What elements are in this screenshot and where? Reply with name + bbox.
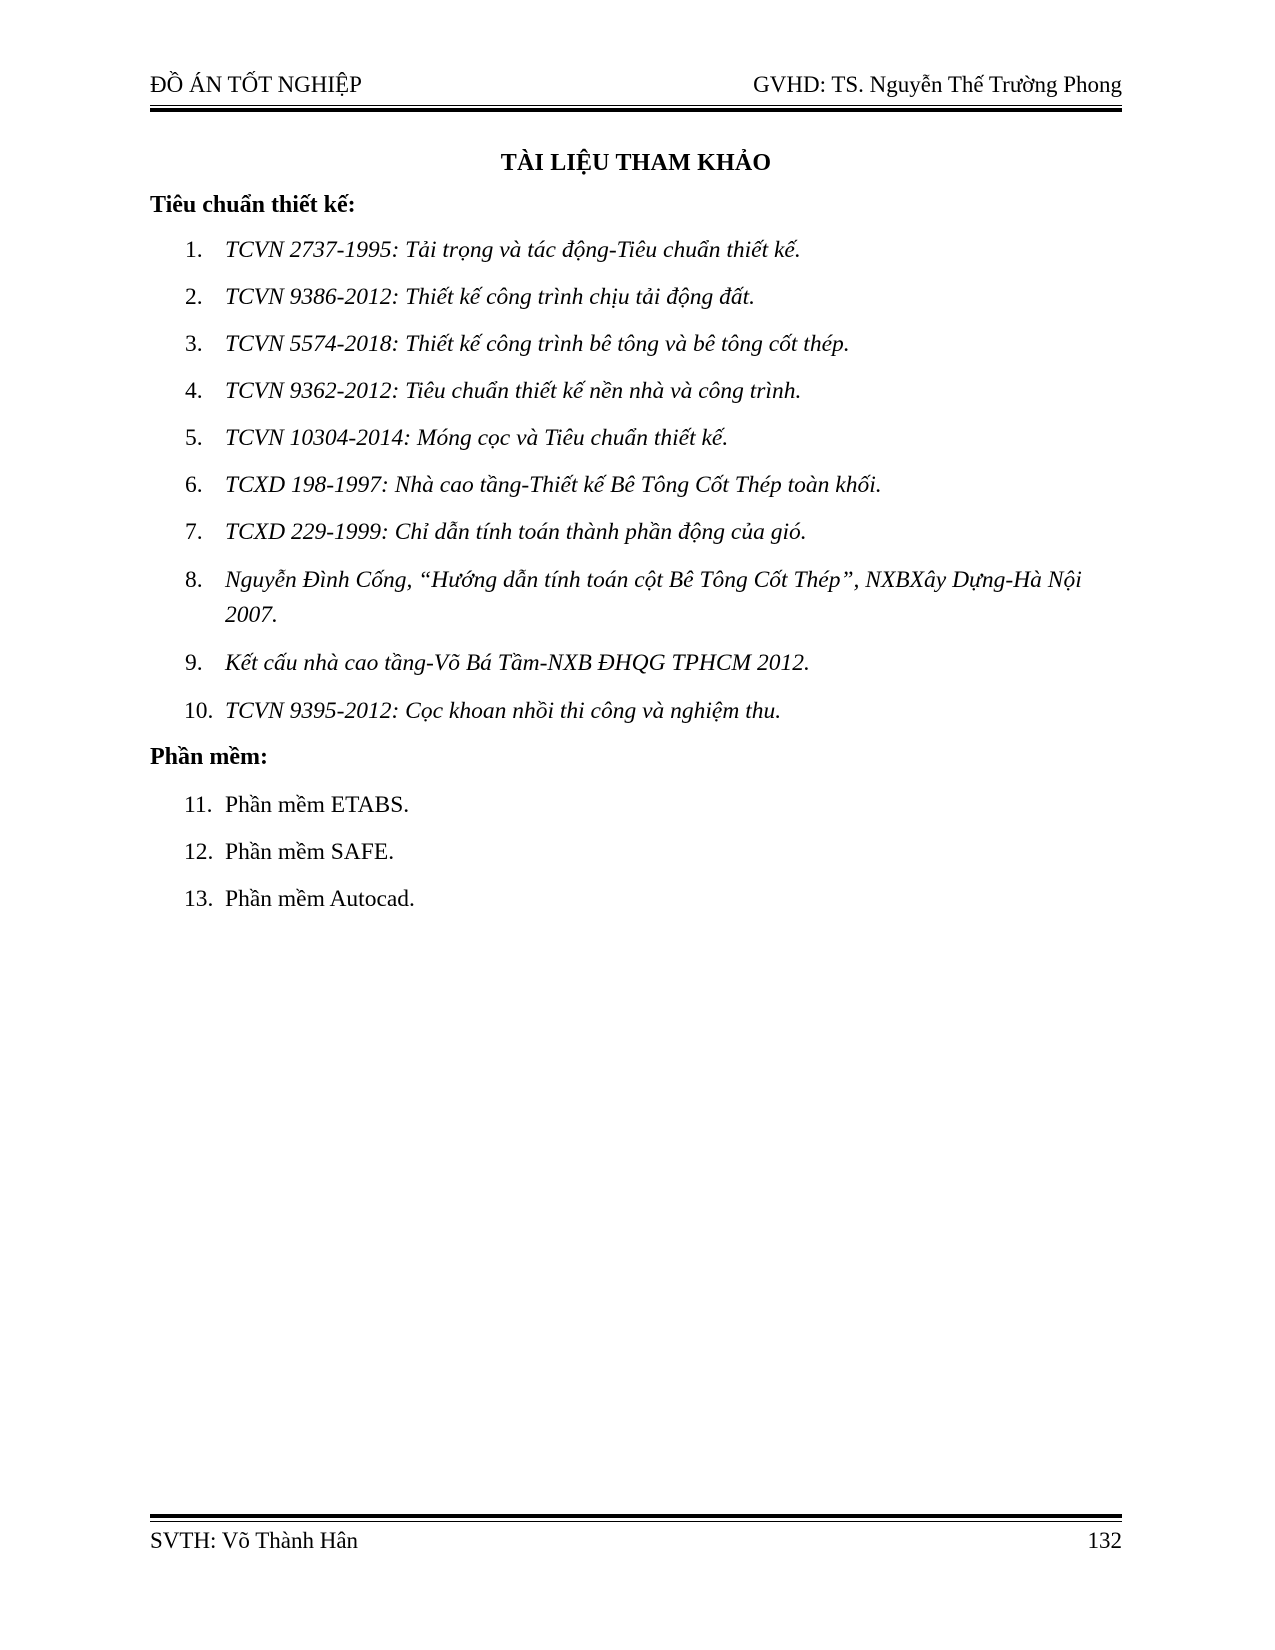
software-item-13 [185,882,1125,917]
header-left-text: ĐỒ ÁN TỐT NGHIỆP [150,72,362,97]
reference-text: TCVN 5574-2018: Thiết kế công trình bê tông và bê tông cốt thép. [225,331,850,357]
reference-number: 1. [185,237,203,263]
footer-rule-thick [150,1514,1122,1518]
standards-heading: Tiêu chuẩn thiết kế: [150,192,356,218]
footer-author: SVTH: Võ Thành Hân [150,1528,359,1553]
reference-text: TCVN 9395-2012: Cọc khoan nhồi thi công và nghiệm thu. [225,698,782,724]
reference-text: TCVN 9386-2012: Thiết kế công trình chịu tải động đất. [225,284,756,310]
reference-item-8 [185,563,1125,633]
reference-number: 9. [185,650,203,676]
reference-number: 11. [184,792,213,818]
reference-number: 8. [185,567,203,593]
reference-text: TCXD 229-1999: Chỉ dẫn tính toán thành phần động của gió. [225,519,807,545]
software-heading: Phần mềm: [150,744,268,770]
reference-text: Phần mềm ETABS. [225,792,410,818]
reference-number: 7. [185,519,203,545]
reference-item-1 [185,233,1125,268]
reference-text: Kết cấu nhà cao tầng-Võ Bá Tầm-NXB ĐHQG TPHCM 2012. [225,650,810,676]
page-number: 132 [1087,1528,1122,1553]
software-item-11 [185,788,1125,823]
reference-item-3 [185,327,1125,362]
reference-number: 13. [184,886,214,912]
page-footer [150,1522,1122,1558]
reference-text: Nguyễn Đình Cống, “Hướng dẫn tính toán cột Bê Tông Cốt Thép”, NXBXây Dựng-Hà Nội 2007. [225,567,1082,628]
reference-number: 6. [185,472,203,498]
page-header [150,72,1122,108]
reference-number: 4. [185,378,203,404]
reference-item-10 [185,694,1125,729]
reference-text: TCXD 198-1997: Nhà cao tầng-Thiết kế Bê Tông Cốt Thép toàn khối. [225,472,882,498]
reference-text: Phần mềm Autocad. [225,886,415,912]
reference-item-2 [185,280,1125,315]
reference-text: TCVN 2737-1995: Tải trọng và tác động-Tiêu chuẩn thiết kế. [225,237,801,263]
reference-number: 5. [185,425,203,451]
reference-number: 2. [185,284,203,310]
software-item-12 [185,835,1125,870]
reference-number: 12. [184,839,214,865]
header-right-text: GVHD: TS. Nguyễn Thế Trường Phong [753,72,1122,97]
header-rule-thick [150,108,1122,112]
reference-number: 3. [185,331,203,357]
reference-text: Phần mềm SAFE. [225,839,395,865]
reference-item-4 [185,374,1125,409]
reference-item-7 [185,515,1125,550]
reference-item-5 [185,421,1125,456]
header-rule-thin [150,105,1122,106]
page-title: TÀI LIỆU THAM KHẢO [500,150,772,176]
reference-item-9 [185,646,1125,681]
reference-number: 10. [184,698,214,724]
reference-text: TCVN 10304-2014: Móng cọc và Tiêu chuẩn thiết kế. [225,425,729,451]
reference-item-6 [185,468,1125,503]
reference-text: TCVN 9362-2012: Tiêu chuẩn thiết kế nền nhà và công trình. [225,378,802,404]
